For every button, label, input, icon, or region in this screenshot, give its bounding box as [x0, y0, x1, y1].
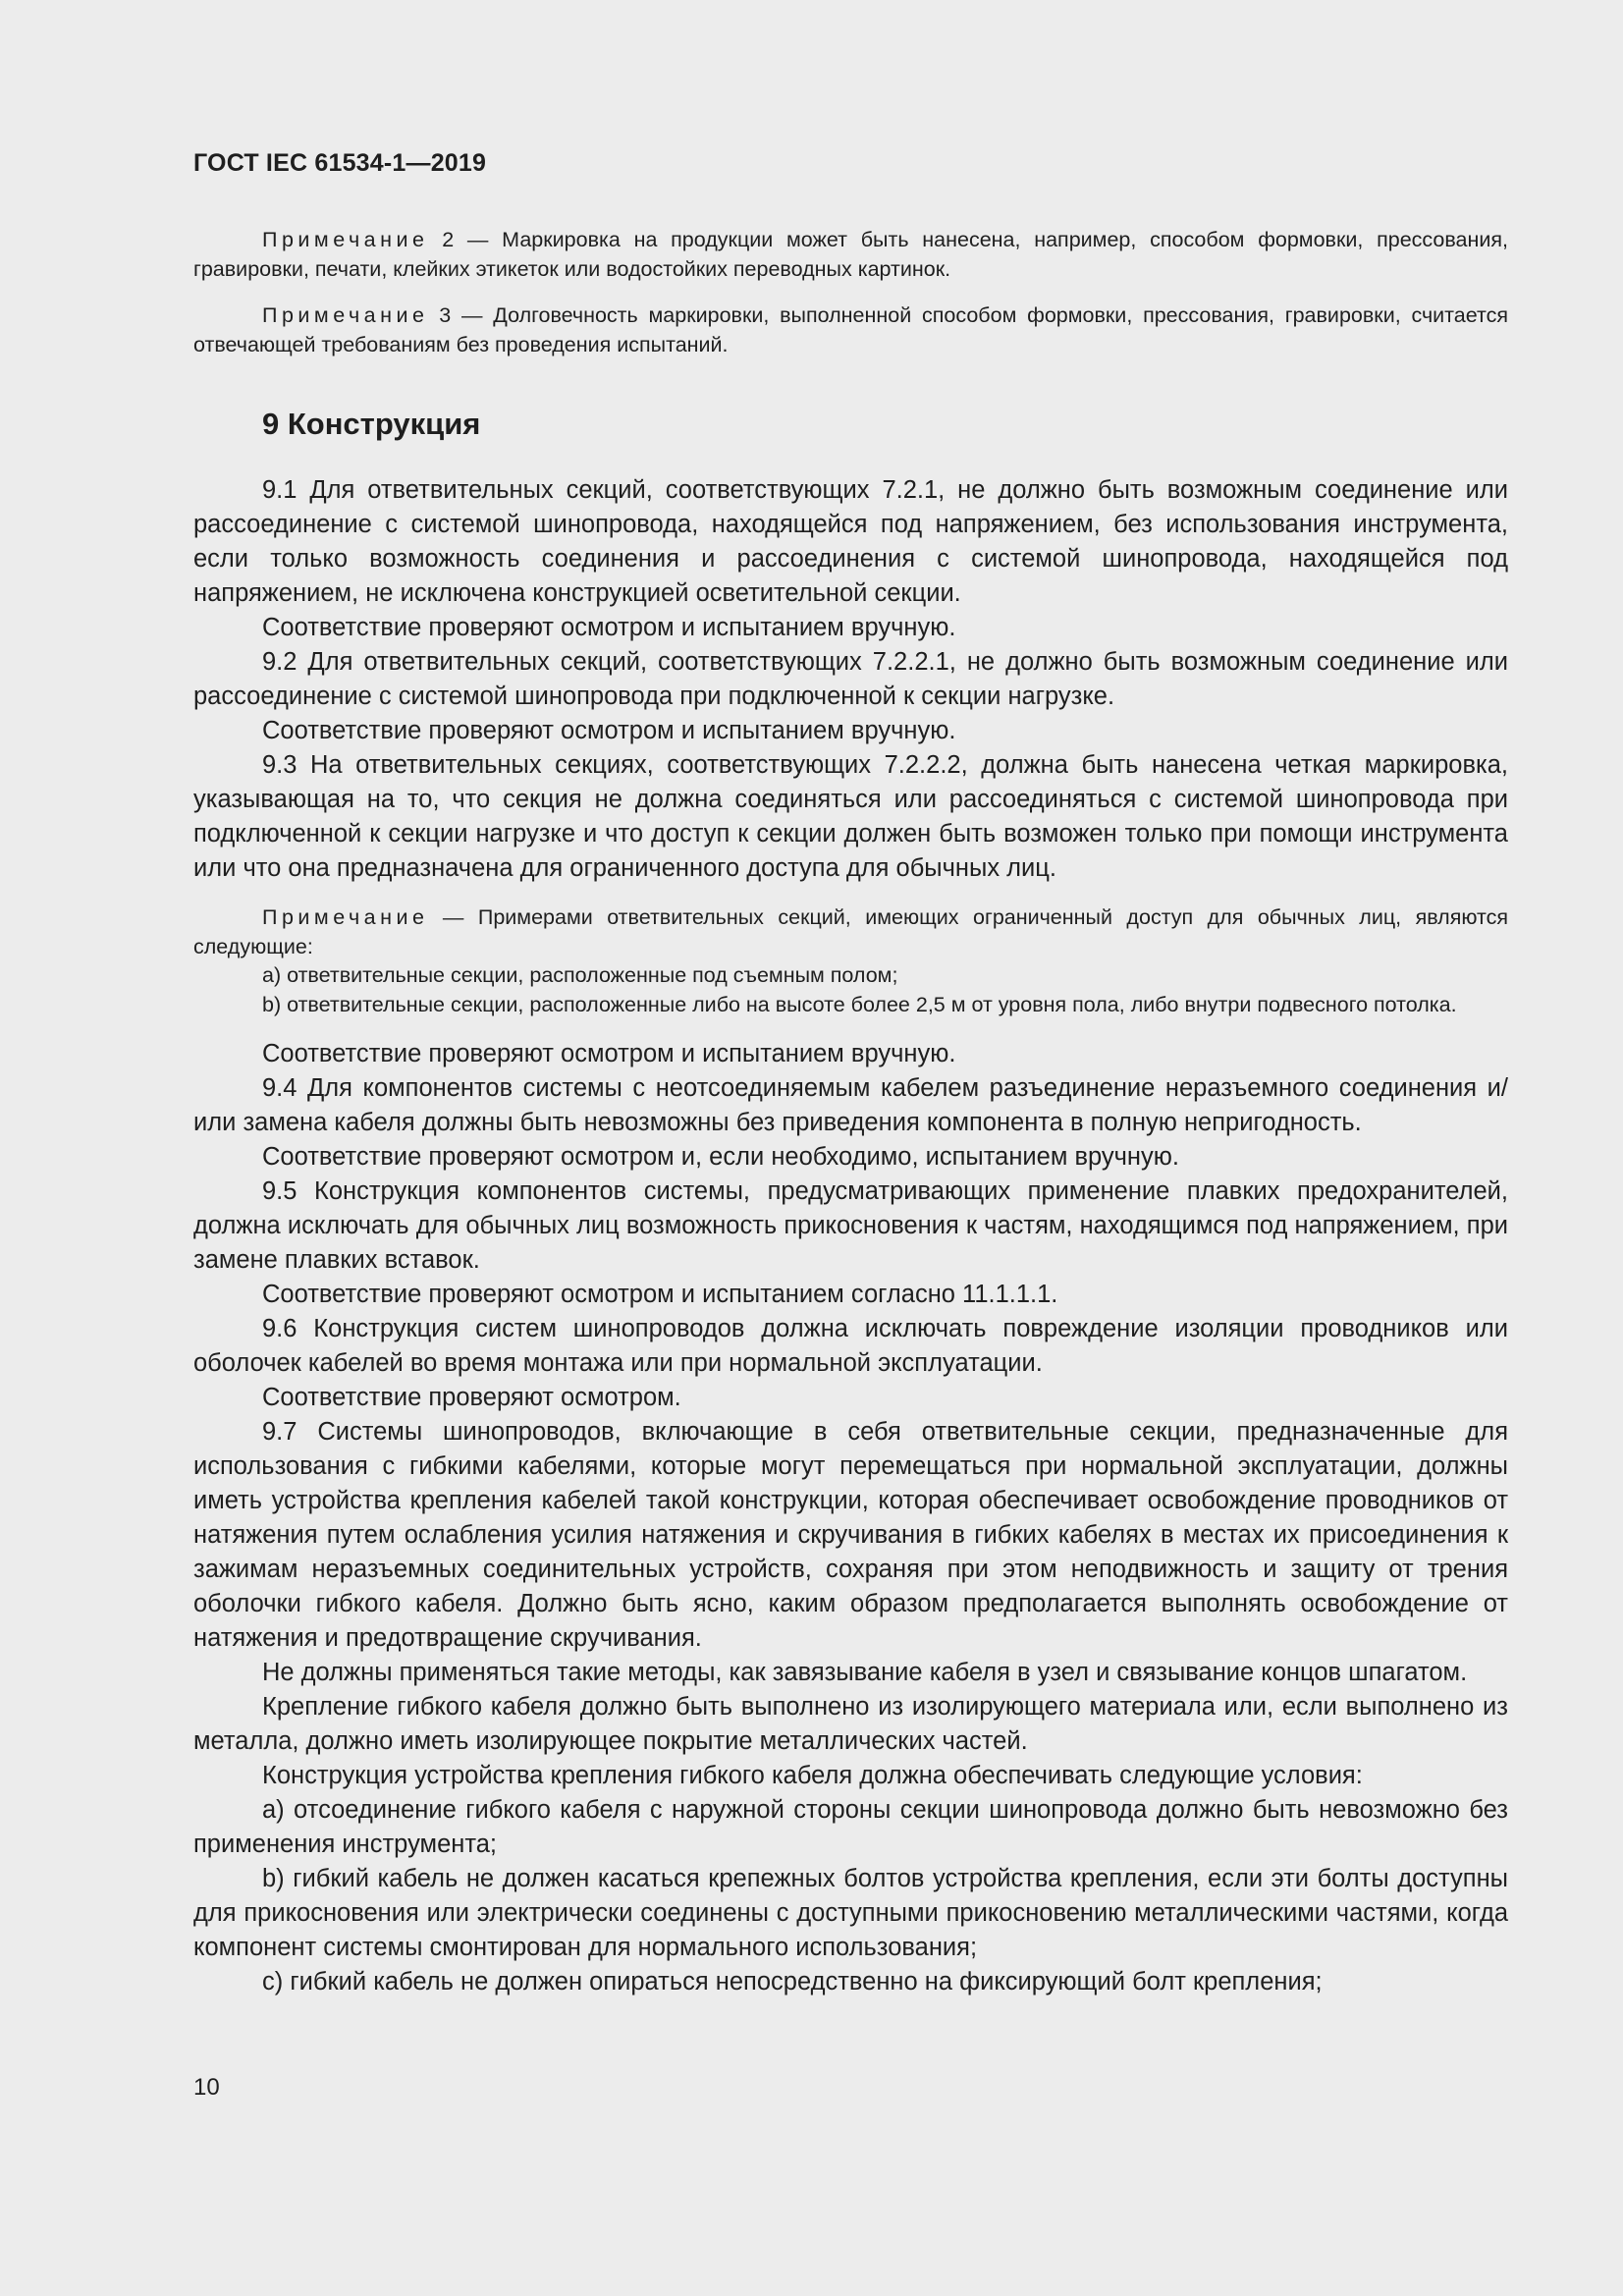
note-text: — Долговечность маркировки, выполненной способом формовки, прессования, гравировки, считается отвечающей требованиям без проведения испытаний.	[193, 303, 1508, 356]
paragraph: 9.6 Конструкция систем шинопроводов должна исключать повреждение изоляции проводников или оболочек кабелей во время монтажа или при нормальной эксплуатации.	[193, 1315, 1508, 1377]
note-2	[193, 226, 1508, 284]
paragraph: 9.3 На ответвительных секциях, соответствующих 7.2.2.2, должна быть нанесена четкая маркировка, указывающая на то, что секция не должна соединяться или рассоединяться с системой шинопровода при подключенной к секции нагрузке и что доступ к секции должен быть возможен только при помощи инструмента или что она предназначена для ограниченного доступа для обычных лиц.	[193, 751, 1508, 882]
note-3	[193, 301, 1508, 359]
paragraph: Крепление гибкого кабеля должно быть выполнено из изолирующего материала или, если выполнено из металла, должно иметь изолирующее покрытие металлических частей.	[193, 1693, 1508, 1755]
list-item: b) гибкий кабель не должен касаться крепежных болтов устройства крепления, если эти болты доступны для прикосновения или электрически соединены с доступными прикосновению металлическими частями, когда компонент системы смонтирован для нормального использования;	[193, 1865, 1508, 1961]
paragraph: 9.4 Для компонентов системы с неотсоединяемым кабелем разъединение неразъемного соединения и/или замена кабеля должны быть невозможны без приведения компонента в полную непригодность.	[193, 1074, 1508, 1136]
note-label: Примечание	[262, 905, 429, 929]
paragraph: 9.7 Системы шинопроводов, включающие в себя ответвительные секции, предназначенные для использования с гибкими кабелями, которые могут перемещаться при нормальной эксплуатации, должны иметь устройства крепления кабелей такой конструкции, которая обеспечивает освобождение проводников от натяжения путем ослабления усилия натяжения и скручивания в гибких кабелях в местах их присоединения к зажимам неразъемных соединительных устройств, сохраняя при этом неподвижность и защиту от трения оболочки гибкого кабеля. Должно быть ясно, каким образом предполагается выполнять освобождение от натяжения и предотвращение скручивания.	[193, 1418, 1508, 1652]
paragraph: Соответствие проверяют осмотром и испытанием согласно 11.1.1.1.	[262, 1281, 1058, 1308]
list-item: c) гибкий кабель не должен опираться непосредственно на фиксирующий болт крепления;	[262, 1968, 1323, 1995]
paragraph: Не должны применяться такие методы, как завязывание кабеля в узел и связывание концов шпагатом.	[262, 1659, 1468, 1686]
paragraph: 9.1 Для ответвительных секций, соответствующих 7.2.1, не должно быть возможным соединение или рассоединение с системой шинопровода, находящейся под напряжением, без использования инструмента, если только возможность соединения и рассоединения с системой шинопровода, находящейся под напряжением, не исключена конструкцией осветительной секции.	[193, 476, 1508, 607]
note-number: 3	[439, 303, 452, 327]
paragraph: 9.5 Конструкция компонентов системы, предусматривающих применение плавких предохранителей, должна исключать для обычных лиц возможность прикосновения к частям, находящимся под напряжением, при замене плавких вставок.	[193, 1177, 1508, 1274]
paragraph: Соответствие проверяют осмотром.	[262, 1384, 681, 1411]
note-intro	[193, 903, 1508, 961]
section-title: 9 Конструкция	[262, 407, 481, 441]
page-number: 10	[193, 2074, 220, 2101]
note-label: Примечание	[262, 228, 429, 251]
page-content	[193, 226, 1508, 1999]
paragraph: 9.2 Для ответвительных секций, соответствующих 7.2.2.1, не должно быть возможным соединение или рассоединение с системой шинопровода при подключенной к секции нагрузке.	[193, 648, 1508, 710]
paragraph: Соответствие проверяют осмотром и, если необходимо, испытанием вручную.	[262, 1143, 1179, 1171]
note-item: a) ответвительные секции, расположенные под съемным полом;	[262, 963, 898, 987]
paragraph: Конструкция устройства крепления гибкого кабеля должна обеспечивать следующие условия:	[262, 1762, 1363, 1789]
note-item: b) ответвительные секции, расположенные либо на высоте более 2,5 м от уровня пола, либо внутри подвесного потолка.	[262, 992, 1457, 1016]
note-number: 2	[442, 228, 455, 251]
document-header: ГОСТ IEC 61534-1—2019	[193, 149, 487, 177]
note-text: — Примерами ответвительных секций, имеющих ограниченный доступ для обычных лиц, являются следующие:	[193, 905, 1508, 958]
note-text: — Маркировка на продукции может быть нанесена, например, способом формовки, прессования, гравировки, печати, клейких этикеток или водостойких переводных картинок.	[193, 228, 1508, 281]
paragraph: Соответствие проверяют осмотром и испытанием вручную.	[262, 1040, 956, 1067]
list-item: a) отсоединение гибкого кабеля с наружной стороны секции шинопровода должно быть невозможно без применения инструмента;	[193, 1796, 1508, 1858]
paragraph: Соответствие проверяют осмотром и испытанием вручную.	[262, 717, 956, 744]
note-label: Примечание	[262, 303, 429, 327]
paragraph: Соответствие проверяют осмотром и испытанием вручную.	[262, 614, 956, 641]
note-examples	[193, 903, 1508, 1019]
